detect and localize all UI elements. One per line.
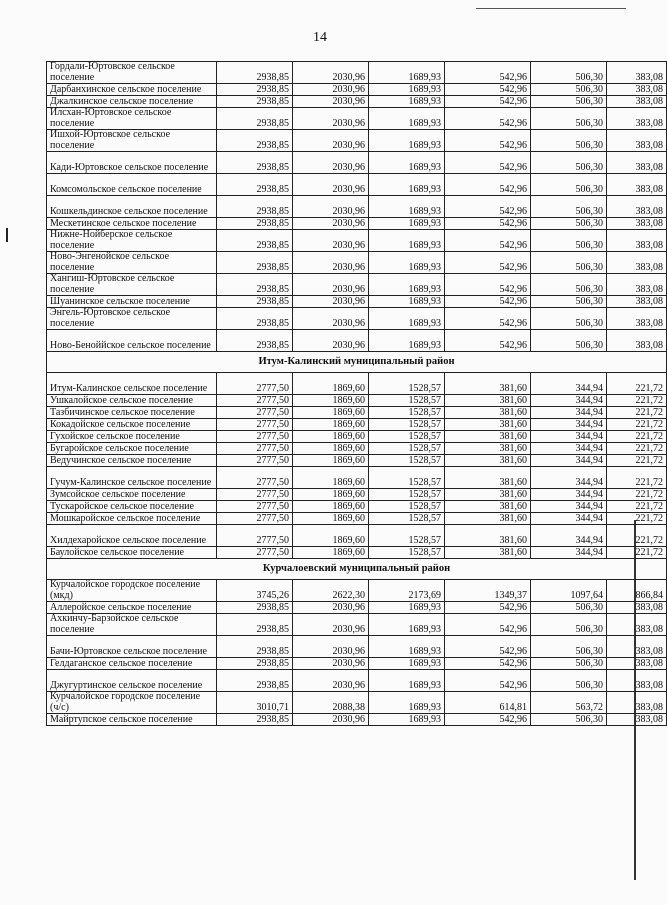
value-cell: 2777,50 <box>217 373 293 395</box>
settlement-name-cell: Нижне-Нойберское сельское поселение <box>47 230 217 252</box>
value-cell: 1689,93 <box>369 714 445 726</box>
table-row <box>47 443 667 455</box>
value-cell: 344,94 <box>531 395 607 407</box>
value-cell: 2030,96 <box>293 296 369 308</box>
value-cell: 381,60 <box>445 467 531 489</box>
value-cell: 383,08 <box>607 230 667 252</box>
value-cell: 2938,85 <box>217 670 293 692</box>
value-cell: 2088,38 <box>293 692 369 714</box>
value-cell: 1869,60 <box>293 547 369 559</box>
value-cell: 2938,85 <box>217 108 293 130</box>
settlement-name-cell: Хангиш-Юртовское сельское поселение <box>47 274 217 296</box>
value-cell: 2777,50 <box>217 395 293 407</box>
value-cell: 2938,85 <box>217 274 293 296</box>
value-cell: 1528,57 <box>369 525 445 547</box>
value-cell: 221,72 <box>607 373 667 395</box>
value-cell: 381,60 <box>445 489 531 501</box>
value-cell: 383,08 <box>607 218 667 230</box>
value-cell: 506,30 <box>531 614 607 636</box>
value-cell: 542,96 <box>445 108 531 130</box>
value-cell: 383,08 <box>607 602 667 614</box>
section-title: Курчалоевский муниципальный район <box>47 559 667 580</box>
settlement-name-cell: Кокадойское сельское поселение <box>47 419 217 431</box>
value-cell: 221,72 <box>607 455 667 467</box>
value-cell: 221,72 <box>607 513 667 525</box>
value-cell: 1528,57 <box>369 547 445 559</box>
table-row <box>47 513 667 525</box>
value-cell: 1689,93 <box>369 330 445 352</box>
value-cell: 2938,85 <box>217 602 293 614</box>
settlement-name-cell: Тускаройское сельское поселение <box>47 501 217 513</box>
value-cell: 383,08 <box>607 614 667 636</box>
value-cell: 344,94 <box>531 525 607 547</box>
table-row <box>47 489 667 501</box>
value-cell: 381,60 <box>445 443 531 455</box>
settlement-name-cell: Ново-Энгенойское сельское поселение <box>47 252 217 274</box>
value-cell: 2777,50 <box>217 489 293 501</box>
value-cell: 506,30 <box>531 636 607 658</box>
value-cell: 1689,93 <box>369 152 445 174</box>
settlement-name-cell: Курчалойское городское поселение (мкд) <box>47 580 217 602</box>
value-cell: 383,08 <box>607 108 667 130</box>
value-cell: 1528,57 <box>369 455 445 467</box>
value-cell: 1869,60 <box>293 373 369 395</box>
value-cell: 2173,69 <box>369 580 445 602</box>
value-cell: 383,08 <box>607 196 667 218</box>
value-cell: 3745,26 <box>217 580 293 602</box>
value-cell: 2030,96 <box>293 130 369 152</box>
settlement-name-cell: Итум-Калинское сельское поселение <box>47 373 217 395</box>
value-cell: 2938,85 <box>217 96 293 108</box>
table-row <box>47 547 667 559</box>
value-cell: 2030,96 <box>293 602 369 614</box>
value-cell: 2938,85 <box>217 308 293 330</box>
value-cell: 2622,30 <box>293 580 369 602</box>
value-cell: 2938,85 <box>217 218 293 230</box>
settlement-name-cell: Ахкинчу-Барзойское сельское поселение <box>47 614 217 636</box>
value-cell: 1689,93 <box>369 636 445 658</box>
value-cell: 542,96 <box>445 130 531 152</box>
settlement-name-cell: Ишхой-Юртовское сельское поселение <box>47 130 217 152</box>
settlement-name-cell: Курчалойское городское поселение (ч/с) <box>47 692 217 714</box>
table-row <box>47 252 667 274</box>
table-row <box>47 308 667 330</box>
value-cell: 381,60 <box>445 513 531 525</box>
value-cell: 542,96 <box>445 670 531 692</box>
value-cell: 344,94 <box>531 407 607 419</box>
value-cell: 1528,57 <box>369 489 445 501</box>
value-cell: 542,96 <box>445 714 531 726</box>
settlement-name-cell: Кошкельдинское сельское поселение <box>47 196 217 218</box>
value-cell: 1869,60 <box>293 407 369 419</box>
tariff-table <box>46 61 667 726</box>
value-cell: 2777,50 <box>217 501 293 513</box>
value-cell: 1689,93 <box>369 230 445 252</box>
value-cell: 563,72 <box>531 692 607 714</box>
value-cell: 506,30 <box>531 196 607 218</box>
value-cell: 383,08 <box>607 174 667 196</box>
value-cell: 344,94 <box>531 513 607 525</box>
value-cell: 1349,37 <box>445 580 531 602</box>
table-row <box>47 373 667 395</box>
value-cell: 1689,93 <box>369 692 445 714</box>
value-cell: 2777,50 <box>217 455 293 467</box>
value-cell: 1097,64 <box>531 580 607 602</box>
page-number: 14 <box>313 30 327 45</box>
value-cell: 1689,93 <box>369 274 445 296</box>
value-cell: 1528,57 <box>369 431 445 443</box>
value-cell: 2777,50 <box>217 467 293 489</box>
value-cell: 506,30 <box>531 152 607 174</box>
value-cell: 2938,85 <box>217 252 293 274</box>
value-cell: 221,72 <box>607 501 667 513</box>
value-cell: 381,60 <box>445 547 531 559</box>
value-cell: 383,08 <box>607 274 667 296</box>
table-row <box>47 614 667 636</box>
settlement-name-cell: Гордали-Юртовское сельское поселение <box>47 62 217 84</box>
value-cell: 2030,96 <box>293 252 369 274</box>
value-cell: 381,60 <box>445 373 531 395</box>
value-cell: 506,30 <box>531 174 607 196</box>
table-row <box>47 330 667 352</box>
settlement-name-cell: Гучум-Калинское сельское поселение <box>47 467 217 489</box>
value-cell: 542,96 <box>445 218 531 230</box>
value-cell: 542,96 <box>445 274 531 296</box>
value-cell: 383,08 <box>607 692 667 714</box>
value-cell: 542,96 <box>445 602 531 614</box>
settlement-name-cell: Баулойское сельское поселение <box>47 547 217 559</box>
value-cell: 542,96 <box>445 308 531 330</box>
value-cell: 381,60 <box>445 407 531 419</box>
value-cell: 383,08 <box>607 636 667 658</box>
value-cell: 2030,96 <box>293 636 369 658</box>
settlement-name-cell: Бачи-Юртовское сельское поселение <box>47 636 217 658</box>
settlement-name-cell: Ушкалойское сельское поселение <box>47 395 217 407</box>
value-cell: 2938,85 <box>217 714 293 726</box>
value-cell: 1689,93 <box>369 62 445 84</box>
settlement-name-cell: Илсхан-Юртовское сельское поселение <box>47 108 217 130</box>
value-cell: 2030,96 <box>293 330 369 352</box>
value-cell: 221,72 <box>607 525 667 547</box>
value-cell: 542,96 <box>445 152 531 174</box>
value-cell: 506,30 <box>531 218 607 230</box>
value-cell: 2030,96 <box>293 614 369 636</box>
value-cell: 506,30 <box>531 84 607 96</box>
value-cell: 2777,50 <box>217 547 293 559</box>
section-header-row <box>47 559 667 580</box>
value-cell: 1689,93 <box>369 218 445 230</box>
table-row <box>47 467 667 489</box>
value-cell: 506,30 <box>531 296 607 308</box>
value-cell: 2030,96 <box>293 658 369 670</box>
value-cell: 2030,96 <box>293 274 369 296</box>
value-cell: 1689,93 <box>369 614 445 636</box>
table-row <box>47 218 667 230</box>
section-title: Итум-Калинский муниципальный район <box>47 352 667 373</box>
scan-artifact-top-line <box>476 8 626 9</box>
settlement-name-cell: Мескетинское сельское поселение <box>47 218 217 230</box>
table-row <box>47 152 667 174</box>
value-cell: 542,96 <box>445 196 531 218</box>
value-cell: 344,94 <box>531 547 607 559</box>
value-cell: 542,96 <box>445 62 531 84</box>
value-cell: 506,30 <box>531 714 607 726</box>
scan-artifact-left-mark <box>6 228 8 242</box>
value-cell: 506,30 <box>531 62 607 84</box>
value-cell: 1689,93 <box>369 196 445 218</box>
value-cell: 381,60 <box>445 525 531 547</box>
table-row <box>47 658 667 670</box>
settlement-name-cell: Аллеройское сельское поселение <box>47 602 217 614</box>
value-cell: 2030,96 <box>293 108 369 130</box>
table-row <box>47 274 667 296</box>
settlement-name-cell: Мошкаройское сельское поселение <box>47 513 217 525</box>
value-cell: 542,96 <box>445 96 531 108</box>
table-row <box>47 636 667 658</box>
value-cell: 542,96 <box>445 252 531 274</box>
value-cell: 542,96 <box>445 614 531 636</box>
value-cell: 344,94 <box>531 373 607 395</box>
value-cell: 542,96 <box>445 296 531 308</box>
value-cell: 506,30 <box>531 602 607 614</box>
value-cell: 344,94 <box>531 467 607 489</box>
value-cell: 1869,60 <box>293 513 369 525</box>
settlement-name-cell: Хилдехаройское сельское поселение <box>47 525 217 547</box>
value-cell: 542,96 <box>445 330 531 352</box>
table-row <box>47 108 667 130</box>
value-cell: 542,96 <box>445 658 531 670</box>
table-row <box>47 714 667 726</box>
value-cell: 344,94 <box>531 443 607 455</box>
value-cell: 383,08 <box>607 152 667 174</box>
value-cell: 383,08 <box>607 330 667 352</box>
value-cell: 1869,60 <box>293 395 369 407</box>
value-cell: 221,72 <box>607 407 667 419</box>
settlement-name-cell: Комсомольское сельское поселение <box>47 174 217 196</box>
value-cell: 221,72 <box>607 431 667 443</box>
value-cell: 344,94 <box>531 431 607 443</box>
value-cell: 1869,60 <box>293 443 369 455</box>
value-cell: 383,08 <box>607 296 667 308</box>
value-cell: 506,30 <box>531 252 607 274</box>
value-cell: 2938,85 <box>217 84 293 96</box>
value-cell: 344,94 <box>531 455 607 467</box>
table-row <box>47 602 667 614</box>
value-cell: 506,30 <box>531 670 607 692</box>
value-cell: 221,72 <box>607 443 667 455</box>
table-body <box>47 62 667 726</box>
value-cell: 2030,96 <box>293 308 369 330</box>
value-cell: 2938,85 <box>217 330 293 352</box>
table-row <box>47 501 667 513</box>
value-cell: 1528,57 <box>369 443 445 455</box>
settlement-name-cell: Джугуртинское сельское поселение <box>47 670 217 692</box>
value-cell: 1689,93 <box>369 670 445 692</box>
value-cell: 2777,50 <box>217 443 293 455</box>
settlement-name-cell: Ведучинское сельское поселение <box>47 455 217 467</box>
value-cell: 1689,93 <box>369 296 445 308</box>
value-cell: 1689,93 <box>369 602 445 614</box>
settlement-name-cell: Джалкинское сельское поселение <box>47 96 217 108</box>
value-cell: 2938,85 <box>217 62 293 84</box>
value-cell: 2030,96 <box>293 196 369 218</box>
value-cell: 1689,93 <box>369 252 445 274</box>
value-cell: 2938,85 <box>217 636 293 658</box>
value-cell: 506,30 <box>531 130 607 152</box>
table-row <box>47 692 667 714</box>
value-cell: 383,08 <box>607 308 667 330</box>
value-cell: 344,94 <box>531 501 607 513</box>
value-cell: 383,08 <box>607 714 667 726</box>
value-cell: 506,30 <box>531 308 607 330</box>
value-cell: 2938,85 <box>217 130 293 152</box>
table-row <box>47 395 667 407</box>
value-cell: 2030,96 <box>293 152 369 174</box>
value-cell: 2777,50 <box>217 431 293 443</box>
section-header-row <box>47 352 667 373</box>
table-row <box>47 96 667 108</box>
value-cell: 1528,57 <box>369 419 445 431</box>
value-cell: 2938,85 <box>217 658 293 670</box>
value-cell: 1689,93 <box>369 658 445 670</box>
table-row <box>47 62 667 84</box>
value-cell: 2938,85 <box>217 174 293 196</box>
value-cell: 1689,93 <box>369 130 445 152</box>
value-cell: 383,08 <box>607 96 667 108</box>
settlement-name-cell: Дарбанхинское сельское поселение <box>47 84 217 96</box>
value-cell: 2030,96 <box>293 174 369 196</box>
value-cell: 221,72 <box>607 419 667 431</box>
value-cell: 2938,85 <box>217 614 293 636</box>
value-cell: 3010,71 <box>217 692 293 714</box>
table-row <box>47 455 667 467</box>
settlement-name-cell: Кади-Юртовское сельское поселение <box>47 152 217 174</box>
value-cell: 614,81 <box>445 692 531 714</box>
value-cell: 542,96 <box>445 174 531 196</box>
value-cell: 2777,50 <box>217 407 293 419</box>
value-cell: 221,72 <box>607 395 667 407</box>
table-row <box>47 84 667 96</box>
settlement-name-cell: Майртупское сельское поселение <box>47 714 217 726</box>
value-cell: 1869,60 <box>293 431 369 443</box>
value-cell: 1528,57 <box>369 467 445 489</box>
value-cell: 2938,85 <box>217 296 293 308</box>
table-row <box>47 130 667 152</box>
value-cell: 1869,60 <box>293 419 369 431</box>
value-cell: 2030,96 <box>293 670 369 692</box>
table-row <box>47 670 667 692</box>
settlement-name-cell: Тазбичинское сельское поселение <box>47 407 217 419</box>
table-row <box>47 196 667 218</box>
value-cell: 506,30 <box>531 230 607 252</box>
value-cell: 866,84 <box>607 580 667 602</box>
value-cell: 381,60 <box>445 395 531 407</box>
value-cell: 344,94 <box>531 489 607 501</box>
table-row <box>47 230 667 252</box>
value-cell: 221,72 <box>607 467 667 489</box>
value-cell: 383,08 <box>607 62 667 84</box>
value-cell: 1869,60 <box>293 455 369 467</box>
value-cell: 1869,60 <box>293 525 369 547</box>
value-cell: 1528,57 <box>369 407 445 419</box>
value-cell: 381,60 <box>445 455 531 467</box>
value-cell: 1689,93 <box>369 308 445 330</box>
value-cell: 381,60 <box>445 431 531 443</box>
value-cell: 221,72 <box>607 489 667 501</box>
value-cell: 2938,85 <box>217 196 293 218</box>
value-cell: 2030,96 <box>293 84 369 96</box>
value-cell: 506,30 <box>531 108 607 130</box>
value-cell: 1689,93 <box>369 96 445 108</box>
value-cell: 381,60 <box>445 419 531 431</box>
value-cell: 2777,50 <box>217 513 293 525</box>
value-cell: 1528,57 <box>369 513 445 525</box>
value-cell: 542,96 <box>445 636 531 658</box>
value-cell: 1528,57 <box>369 395 445 407</box>
value-cell: 2777,50 <box>217 525 293 547</box>
value-cell: 2938,85 <box>217 152 293 174</box>
value-cell: 542,96 <box>445 84 531 96</box>
table-row <box>47 296 667 308</box>
value-cell: 1528,57 <box>369 501 445 513</box>
settlement-name-cell: Ново-Беноййское сельское поселение <box>47 330 217 352</box>
value-cell: 506,30 <box>531 274 607 296</box>
settlement-name-cell: Гелдаганское сельское поселение <box>47 658 217 670</box>
value-cell: 506,30 <box>531 96 607 108</box>
value-cell: 221,72 <box>607 547 667 559</box>
value-cell: 1689,93 <box>369 174 445 196</box>
value-cell: 381,60 <box>445 501 531 513</box>
value-cell: 2030,96 <box>293 218 369 230</box>
settlement-name-cell: Бугаройское сельское поселение <box>47 443 217 455</box>
value-cell: 383,08 <box>607 84 667 96</box>
settlement-name-cell: Энгель-Юртовское сельское поселение <box>47 308 217 330</box>
value-cell: 383,08 <box>607 252 667 274</box>
value-cell: 1869,60 <box>293 489 369 501</box>
table-row <box>47 419 667 431</box>
value-cell: 383,08 <box>607 670 667 692</box>
value-cell: 506,30 <box>531 330 607 352</box>
value-cell: 2777,50 <box>217 419 293 431</box>
value-cell: 1869,60 <box>293 467 369 489</box>
value-cell: 506,30 <box>531 658 607 670</box>
value-cell: 2030,96 <box>293 714 369 726</box>
settlement-name-cell: Шуанинское сельское поселение <box>47 296 217 308</box>
value-cell: 383,08 <box>607 130 667 152</box>
value-cell: 2030,96 <box>293 96 369 108</box>
value-cell: 2030,96 <box>293 230 369 252</box>
value-cell: 1689,93 <box>369 108 445 130</box>
value-cell: 1689,93 <box>369 84 445 96</box>
value-cell: 1869,60 <box>293 501 369 513</box>
table-row <box>47 407 667 419</box>
value-cell: 2030,96 <box>293 62 369 84</box>
table-row <box>47 431 667 443</box>
value-cell: 1528,57 <box>369 373 445 395</box>
table-row <box>47 174 667 196</box>
settlement-name-cell: Зумсойское сельское поселение <box>47 489 217 501</box>
settlement-name-cell: Гухойское сельское поселение <box>47 431 217 443</box>
value-cell: 542,96 <box>445 230 531 252</box>
value-cell: 344,94 <box>531 419 607 431</box>
value-cell: 2938,85 <box>217 230 293 252</box>
table-row <box>47 525 667 547</box>
table-row <box>47 580 667 602</box>
value-cell: 383,08 <box>607 658 667 670</box>
